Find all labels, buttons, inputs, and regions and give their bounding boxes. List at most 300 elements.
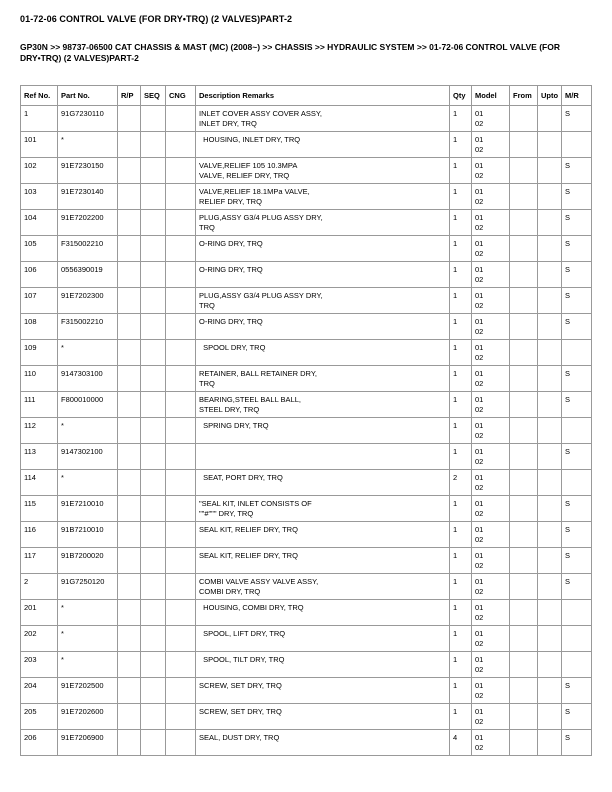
cell-model: 01 02 bbox=[472, 495, 510, 521]
cell-part-no: F315002210 bbox=[58, 313, 118, 339]
parts-table bbox=[20, 85, 592, 756]
cell-upto bbox=[538, 235, 562, 261]
cell-qty: 1 bbox=[450, 625, 472, 651]
cell-mr: S bbox=[562, 521, 592, 547]
cell-part-no: F800010000 bbox=[58, 391, 118, 417]
col-header-description: Description Remarks bbox=[196, 85, 450, 105]
table-row bbox=[21, 469, 592, 495]
cell-seq bbox=[141, 729, 166, 755]
cell-model: 01 02 bbox=[472, 703, 510, 729]
cell-qty: 1 bbox=[450, 677, 472, 703]
table-row bbox=[21, 365, 592, 391]
cell-ref-no: 102 bbox=[21, 157, 58, 183]
cell-rp bbox=[118, 261, 141, 287]
cell-upto bbox=[538, 417, 562, 443]
cell-mr: S bbox=[562, 261, 592, 287]
cell-mr: S bbox=[562, 703, 592, 729]
cell-cng bbox=[166, 157, 196, 183]
cell-ref-no: 206 bbox=[21, 729, 58, 755]
cell-upto bbox=[538, 131, 562, 157]
cell-from bbox=[510, 417, 538, 443]
cell-upto bbox=[538, 105, 562, 131]
cell-ref-no: 115 bbox=[21, 495, 58, 521]
cell-qty: 1 bbox=[450, 313, 472, 339]
cell-description: PLUG,ASSY G3/4 PLUG ASSY DRY, TRQ bbox=[196, 209, 450, 235]
table-row bbox=[21, 183, 592, 209]
cell-upto bbox=[538, 651, 562, 677]
cell-seq bbox=[141, 521, 166, 547]
cell-upto bbox=[538, 443, 562, 469]
cell-ref-no: 1 bbox=[21, 105, 58, 131]
cell-qty: 1 bbox=[450, 573, 472, 599]
cell-upto bbox=[538, 261, 562, 287]
cell-seq bbox=[141, 625, 166, 651]
table-row bbox=[21, 105, 592, 131]
cell-description: SPOOL, LIFT DRY, TRQ bbox=[196, 625, 450, 651]
col-header-qty: Qty bbox=[450, 85, 472, 105]
cell-description: O-RING DRY, TRQ bbox=[196, 235, 450, 261]
cell-mr: S bbox=[562, 287, 592, 313]
cell-upto bbox=[538, 703, 562, 729]
cell-model: 01 02 bbox=[472, 625, 510, 651]
cell-mr: S bbox=[562, 313, 592, 339]
cell-rp bbox=[118, 469, 141, 495]
cell-cng bbox=[166, 417, 196, 443]
cell-ref-no: 107 bbox=[21, 287, 58, 313]
cell-seq bbox=[141, 469, 166, 495]
cell-from bbox=[510, 183, 538, 209]
cell-cng bbox=[166, 391, 196, 417]
cell-upto bbox=[538, 495, 562, 521]
cell-seq bbox=[141, 703, 166, 729]
cell-description: INLET COVER ASSY COVER ASSY, INLET DRY, TRQ bbox=[196, 105, 450, 131]
cell-model: 01 02 bbox=[472, 443, 510, 469]
cell-mr: S bbox=[562, 495, 592, 521]
cell-cng bbox=[166, 651, 196, 677]
cell-ref-no: 114 bbox=[21, 469, 58, 495]
cell-description: "SEAL KIT, INLET CONSISTS OF ""#""" DRY, TRQ bbox=[196, 495, 450, 521]
cell-description: VALVE,RELIEF 105 10.3MPA VALVE, RELIEF DRY, TRQ bbox=[196, 157, 450, 183]
cell-qty: 1 bbox=[450, 131, 472, 157]
cell-description: SPOOL DRY, TRQ bbox=[196, 339, 450, 365]
cell-seq bbox=[141, 651, 166, 677]
cell-ref-no: 201 bbox=[21, 599, 58, 625]
cell-ref-no: 106 bbox=[21, 261, 58, 287]
cell-cng bbox=[166, 365, 196, 391]
cell-part-no: * bbox=[58, 417, 118, 443]
table-row bbox=[21, 157, 592, 183]
cell-from bbox=[510, 235, 538, 261]
cell-model: 01 02 bbox=[472, 417, 510, 443]
cell-part-no: * bbox=[58, 339, 118, 365]
cell-seq bbox=[141, 391, 166, 417]
cell-description: COMBI VALVE ASSY VALVE ASSY, COMBI DRY, TRQ bbox=[196, 573, 450, 599]
cell-qty: 1 bbox=[450, 235, 472, 261]
cell-from bbox=[510, 495, 538, 521]
cell-from bbox=[510, 651, 538, 677]
cell-rp bbox=[118, 287, 141, 313]
cell-from bbox=[510, 261, 538, 287]
cell-description: HOUSING, COMBI DRY, TRQ bbox=[196, 599, 450, 625]
cell-seq bbox=[141, 287, 166, 313]
cell-cng bbox=[166, 469, 196, 495]
table-row bbox=[21, 209, 592, 235]
table-row bbox=[21, 443, 592, 469]
cell-part-no: 91G7250120 bbox=[58, 573, 118, 599]
cell-from bbox=[510, 313, 538, 339]
cell-mr bbox=[562, 417, 592, 443]
cell-qty: 1 bbox=[450, 261, 472, 287]
cell-seq bbox=[141, 339, 166, 365]
cell-ref-no: 101 bbox=[21, 131, 58, 157]
cell-rp bbox=[118, 703, 141, 729]
cell-upto bbox=[538, 625, 562, 651]
cell-upto bbox=[538, 677, 562, 703]
cell-ref-no: 112 bbox=[21, 417, 58, 443]
col-header-from: From bbox=[510, 85, 538, 105]
cell-rp bbox=[118, 729, 141, 755]
cell-description: VALVE,RELIEF 18.1MPa VALVE, RELIEF DRY, TRQ bbox=[196, 183, 450, 209]
cell-model: 01 02 bbox=[472, 599, 510, 625]
cell-model: 01 02 bbox=[472, 391, 510, 417]
cell-description: SEAL, DUST DRY, TRQ bbox=[196, 729, 450, 755]
cell-model: 01 02 bbox=[472, 651, 510, 677]
table-row bbox=[21, 677, 592, 703]
cell-cng bbox=[166, 235, 196, 261]
cell-upto bbox=[538, 599, 562, 625]
cell-from bbox=[510, 131, 538, 157]
cell-from bbox=[510, 703, 538, 729]
cell-cng bbox=[166, 339, 196, 365]
cell-rp bbox=[118, 521, 141, 547]
cell-seq bbox=[141, 547, 166, 573]
cell-seq bbox=[141, 209, 166, 235]
table-row bbox=[21, 573, 592, 599]
cell-mr: S bbox=[562, 729, 592, 755]
cell-model: 01 02 bbox=[472, 313, 510, 339]
cell-rp bbox=[118, 677, 141, 703]
col-header-mr: M/R bbox=[562, 85, 592, 105]
table-row bbox=[21, 339, 592, 365]
table-row bbox=[21, 417, 592, 443]
cell-ref-no: 111 bbox=[21, 391, 58, 417]
cell-rp bbox=[118, 209, 141, 235]
cell-upto bbox=[538, 365, 562, 391]
cell-part-no: * bbox=[58, 599, 118, 625]
cell-seq bbox=[141, 599, 166, 625]
cell-mr bbox=[562, 469, 592, 495]
table-header-row bbox=[21, 85, 592, 105]
cell-ref-no: 203 bbox=[21, 651, 58, 677]
cell-from bbox=[510, 573, 538, 599]
cell-mr: S bbox=[562, 391, 592, 417]
table-row bbox=[21, 547, 592, 573]
cell-qty: 1 bbox=[450, 495, 472, 521]
cell-from bbox=[510, 599, 538, 625]
cell-rp bbox=[118, 547, 141, 573]
cell-from bbox=[510, 157, 538, 183]
table-row bbox=[21, 521, 592, 547]
cell-cng bbox=[166, 131, 196, 157]
breadcrumb: GP30N >> 98737-06500 CAT CHASSIS & MAST (MC) (2008~) >> CHASSIS >> HYDRAULIC SYSTEM >> 01-72-06 CONTROL VALVE (FOR DRY•TRQ) (2 VALVES)PART-2 bbox=[20, 42, 560, 64]
cell-rp bbox=[118, 105, 141, 131]
table-row bbox=[21, 235, 592, 261]
cell-ref-no: 117 bbox=[21, 547, 58, 573]
cell-model: 01 02 bbox=[472, 131, 510, 157]
cell-ref-no: 110 bbox=[21, 365, 58, 391]
cell-qty: 1 bbox=[450, 365, 472, 391]
col-header-cng: CNG bbox=[166, 85, 196, 105]
cell-rp bbox=[118, 365, 141, 391]
cell-mr bbox=[562, 599, 592, 625]
cell-part-no: 91E7230150 bbox=[58, 157, 118, 183]
cell-description bbox=[196, 443, 450, 469]
col-header-part-no: Part No. bbox=[58, 85, 118, 105]
table-row bbox=[21, 651, 592, 677]
cell-seq bbox=[141, 157, 166, 183]
cell-rp bbox=[118, 417, 141, 443]
cell-description: SEAT, PORT DRY, TRQ bbox=[196, 469, 450, 495]
cell-part-no: 91E7230140 bbox=[58, 183, 118, 209]
table-row bbox=[21, 495, 592, 521]
cell-mr: S bbox=[562, 105, 592, 131]
cell-model: 01 02 bbox=[472, 365, 510, 391]
cell-part-no: 91E7202300 bbox=[58, 287, 118, 313]
cell-mr bbox=[562, 625, 592, 651]
cell-upto bbox=[538, 157, 562, 183]
cell-rp bbox=[118, 131, 141, 157]
cell-qty: 1 bbox=[450, 599, 472, 625]
cell-rp bbox=[118, 625, 141, 651]
cell-part-no: 9147302100 bbox=[58, 443, 118, 469]
table-row bbox=[21, 599, 592, 625]
cell-upto bbox=[538, 547, 562, 573]
cell-cng bbox=[166, 105, 196, 131]
cell-upto bbox=[538, 729, 562, 755]
cell-upto bbox=[538, 287, 562, 313]
cell-part-no: 91E7206900 bbox=[58, 729, 118, 755]
cell-cng bbox=[166, 313, 196, 339]
cell-seq bbox=[141, 105, 166, 131]
cell-mr: S bbox=[562, 183, 592, 209]
cell-cng bbox=[166, 573, 196, 599]
cell-cng bbox=[166, 729, 196, 755]
cell-rp bbox=[118, 183, 141, 209]
cell-model: 01 02 bbox=[472, 183, 510, 209]
cell-rp bbox=[118, 313, 141, 339]
cell-qty: 2 bbox=[450, 469, 472, 495]
cell-mr: S bbox=[562, 677, 592, 703]
cell-model: 01 02 bbox=[472, 261, 510, 287]
cell-mr: S bbox=[562, 443, 592, 469]
cell-part-no: 0556390019 bbox=[58, 261, 118, 287]
cell-part-no: * bbox=[58, 651, 118, 677]
cell-cng bbox=[166, 547, 196, 573]
cell-qty: 1 bbox=[450, 209, 472, 235]
table-row bbox=[21, 287, 592, 313]
cell-qty: 1 bbox=[450, 547, 472, 573]
cell-model: 01 02 bbox=[472, 339, 510, 365]
cell-qty: 1 bbox=[450, 703, 472, 729]
cell-qty: 1 bbox=[450, 105, 472, 131]
cell-qty: 1 bbox=[450, 287, 472, 313]
cell-cng bbox=[166, 677, 196, 703]
cell-part-no: * bbox=[58, 469, 118, 495]
cell-qty: 1 bbox=[450, 157, 472, 183]
table-row bbox=[21, 261, 592, 287]
cell-seq bbox=[141, 495, 166, 521]
cell-model: 01 02 bbox=[472, 157, 510, 183]
cell-upto bbox=[538, 209, 562, 235]
cell-model: 01 02 bbox=[472, 287, 510, 313]
cell-model: 01 02 bbox=[472, 677, 510, 703]
cell-from bbox=[510, 729, 538, 755]
cell-upto bbox=[538, 573, 562, 599]
col-header-model: Model bbox=[472, 85, 510, 105]
cell-rp bbox=[118, 391, 141, 417]
cell-part-no: 91E7202600 bbox=[58, 703, 118, 729]
cell-description: RETAINER, BALL RETAINER DRY, TRQ bbox=[196, 365, 450, 391]
cell-rp bbox=[118, 651, 141, 677]
cell-rp bbox=[118, 235, 141, 261]
cell-qty: 1 bbox=[450, 651, 472, 677]
cell-from bbox=[510, 391, 538, 417]
cell-from bbox=[510, 547, 538, 573]
cell-part-no: * bbox=[58, 131, 118, 157]
cell-cng bbox=[166, 599, 196, 625]
table-row bbox=[21, 391, 592, 417]
cell-from bbox=[510, 209, 538, 235]
cell-cng bbox=[166, 261, 196, 287]
cell-cng bbox=[166, 183, 196, 209]
col-header-rp: R/P bbox=[118, 85, 141, 105]
cell-from bbox=[510, 677, 538, 703]
cell-ref-no: 104 bbox=[21, 209, 58, 235]
cell-mr bbox=[562, 131, 592, 157]
cell-seq bbox=[141, 235, 166, 261]
cell-from bbox=[510, 287, 538, 313]
table-row bbox=[21, 703, 592, 729]
cell-description: O-RING DRY, TRQ bbox=[196, 313, 450, 339]
cell-upto bbox=[538, 313, 562, 339]
cell-ref-no: 113 bbox=[21, 443, 58, 469]
cell-rp bbox=[118, 339, 141, 365]
cell-cng bbox=[166, 443, 196, 469]
cell-description: SEAL KIT, RELIEF DRY, TRQ bbox=[196, 547, 450, 573]
cell-ref-no: 204 bbox=[21, 677, 58, 703]
cell-upto bbox=[538, 339, 562, 365]
cell-from bbox=[510, 339, 538, 365]
cell-from bbox=[510, 521, 538, 547]
cell-upto bbox=[538, 183, 562, 209]
cell-from bbox=[510, 105, 538, 131]
cell-seq bbox=[141, 365, 166, 391]
cell-model: 01 02 bbox=[472, 105, 510, 131]
cell-part-no: 91E7202200 bbox=[58, 209, 118, 235]
cell-seq bbox=[141, 417, 166, 443]
cell-model: 01 02 bbox=[472, 729, 510, 755]
cell-from bbox=[510, 443, 538, 469]
cell-description: HOUSING, INLET DRY, TRQ bbox=[196, 131, 450, 157]
cell-description: SPOOL, TILT DRY, TRQ bbox=[196, 651, 450, 677]
cell-upto bbox=[538, 391, 562, 417]
cell-description: SCREW, SET DRY, TRQ bbox=[196, 703, 450, 729]
table-row bbox=[21, 131, 592, 157]
col-header-ref-no: Ref No. bbox=[21, 85, 58, 105]
cell-seq bbox=[141, 443, 166, 469]
cell-model: 01 02 bbox=[472, 521, 510, 547]
table-row bbox=[21, 625, 592, 651]
cell-qty: 4 bbox=[450, 729, 472, 755]
cell-cng bbox=[166, 495, 196, 521]
cell-from bbox=[510, 365, 538, 391]
cell-description: BEARING,STEEL BALL BALL, STEEL DRY, TRQ bbox=[196, 391, 450, 417]
cell-ref-no: 108 bbox=[21, 313, 58, 339]
cell-seq bbox=[141, 313, 166, 339]
cell-qty: 1 bbox=[450, 183, 472, 209]
cell-ref-no: 2 bbox=[21, 573, 58, 599]
cell-seq bbox=[141, 131, 166, 157]
cell-mr: S bbox=[562, 547, 592, 573]
cell-qty: 1 bbox=[450, 443, 472, 469]
cell-mr bbox=[562, 651, 592, 677]
cell-ref-no: 205 bbox=[21, 703, 58, 729]
cell-rp bbox=[118, 599, 141, 625]
cell-from bbox=[510, 625, 538, 651]
cell-ref-no: 103 bbox=[21, 183, 58, 209]
cell-model: 01 02 bbox=[472, 573, 510, 599]
cell-description: SPRING DRY, TRQ bbox=[196, 417, 450, 443]
cell-mr: S bbox=[562, 573, 592, 599]
cell-mr bbox=[562, 339, 592, 365]
cell-description: SCREW, SET DRY, TRQ bbox=[196, 677, 450, 703]
cell-ref-no: 109 bbox=[21, 339, 58, 365]
cell-qty: 1 bbox=[450, 417, 472, 443]
cell-seq bbox=[141, 573, 166, 599]
cell-description: SEAL KIT, RELIEF DRY, TRQ bbox=[196, 521, 450, 547]
cell-ref-no: 105 bbox=[21, 235, 58, 261]
cell-upto bbox=[538, 469, 562, 495]
cell-model: 01 02 bbox=[472, 235, 510, 261]
cell-part-no: 91E7202500 bbox=[58, 677, 118, 703]
cell-cng bbox=[166, 209, 196, 235]
page-title: 01-72-06 CONTROL VALVE (FOR DRY•TRQ) (2 VALVES)PART-2 bbox=[20, 14, 293, 24]
cell-cng bbox=[166, 703, 196, 729]
cell-cng bbox=[166, 521, 196, 547]
cell-part-no: F315002210 bbox=[58, 235, 118, 261]
cell-part-no: 91E7210010 bbox=[58, 495, 118, 521]
cell-cng bbox=[166, 625, 196, 651]
col-header-upto: Upto bbox=[538, 85, 562, 105]
cell-mr: S bbox=[562, 157, 592, 183]
cell-model: 01 02 bbox=[472, 547, 510, 573]
cell-rp bbox=[118, 157, 141, 183]
cell-part-no: 91G7230110 bbox=[58, 105, 118, 131]
cell-description: PLUG,ASSY G3/4 PLUG ASSY DRY, TRQ bbox=[196, 287, 450, 313]
col-header-seq: SEQ bbox=[141, 85, 166, 105]
cell-from bbox=[510, 469, 538, 495]
cell-upto bbox=[538, 521, 562, 547]
table-row bbox=[21, 313, 592, 339]
cell-cng bbox=[166, 287, 196, 313]
cell-rp bbox=[118, 443, 141, 469]
cell-rp bbox=[118, 495, 141, 521]
cell-seq bbox=[141, 183, 166, 209]
cell-qty: 1 bbox=[450, 521, 472, 547]
cell-qty: 1 bbox=[450, 391, 472, 417]
cell-description: O-RING DRY, TRQ bbox=[196, 261, 450, 287]
cell-mr: S bbox=[562, 235, 592, 261]
